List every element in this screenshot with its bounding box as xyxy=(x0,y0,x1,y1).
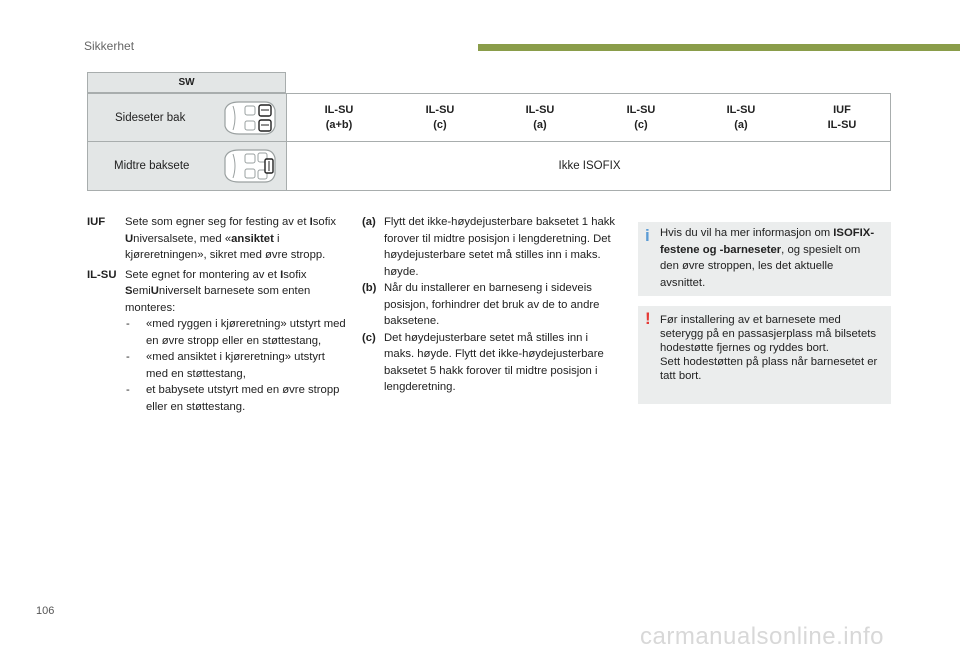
info-icon: i xyxy=(645,226,650,245)
definition-ilsu: IL-SU Sete egnet for montering av et Isofix SemiUniverselt barnesete som enten monteres: - «med ryggen i kjøreretning» utstyrt med en øvre stropp eller en støttestang, - «med ansiktet i kjøreretning» utstyrt med en støttestang, - et babysete utstyrt med en øvre stropp eller en støttestang. xyxy=(87,267,349,416)
table-head-sw: SW xyxy=(87,72,286,93)
table-row-side-seats xyxy=(87,93,891,142)
cell-side-5: IL-SU (a) xyxy=(726,103,756,131)
cell-side-3: IL-SU (a) xyxy=(525,103,555,131)
row-label-side-seats: Sideseter bak xyxy=(115,111,186,124)
warning-text-2: Sett hodestøtten på plass når barnesetet er tatt bort. xyxy=(660,356,878,382)
list-item: - et babysete utstyrt med en øvre stropp eller en støttestang. xyxy=(126,384,340,413)
row-label-middle-seat: Midtre baksete xyxy=(114,160,190,172)
cell-side-2: IL-SU (c) xyxy=(425,103,455,131)
warning-box xyxy=(638,306,891,404)
note-a: (a) Flytt det ikke-høydejusterbare baksetet 1 hakk forover til midtre posisjon i lengderetning. Det høydejusterbare setet må stilles inn i maks. høyde. xyxy=(362,216,616,278)
page-number: 106 xyxy=(36,605,55,617)
note-b: (b) Når du installerer en barneseng i sideveis posisjon, forhindrer det bruk av de to andre baksetene. xyxy=(362,282,600,327)
cell-side-4: IL-SU (c) xyxy=(626,103,656,131)
car-seat-middle-icon xyxy=(221,148,277,184)
term-ilsu: IL-SU xyxy=(87,268,117,281)
section-title: Sikkerhet xyxy=(84,39,135,53)
table-row-middle-seat xyxy=(87,141,891,191)
list-item: - «med ryggen i kjøreretning» utstyrt med en øvre stropp eller en støttestang, xyxy=(126,318,346,347)
definition-iuf: IUF Sete som egner seg for festing av et Isofix Universalsete, med «ansiktet i kjøreretningen», sikret med øvre stropp. xyxy=(87,216,336,261)
section-accent-bar xyxy=(478,44,960,51)
cell-side-6: IUF IL-SU xyxy=(827,103,857,131)
cell-side-1: IL-SU (a+b) xyxy=(324,103,354,131)
info-box: i Hvis du vil ha mer informasjon om ISOFIX-festene og -barneseter, og spesielt om den øvre stroppen, les det aktuelle avsnittet. xyxy=(638,222,891,296)
watermark: carmanualsonline.info xyxy=(640,623,884,650)
warning-text: Før installering av et barnesete med seterygg på en passasjerplass må bilsetets hodestøtte fjernes og ryddes bort. xyxy=(660,314,877,354)
note-c: (c) Det høydejusterbare setet må stilles inn i maks. høyde. Flytt det ikke-høydejusterbare baksetet 5 hakk forover til midtre posisjon i lengderetning. xyxy=(362,331,604,393)
isofix-table xyxy=(87,72,891,191)
term-iuf: IUF xyxy=(87,216,106,228)
row-label-cell xyxy=(88,142,287,190)
definitions-column xyxy=(87,214,349,417)
row-label-cell xyxy=(88,94,287,141)
cell-middle-value: Ikke ISOFIX xyxy=(558,160,621,172)
warning-icon: ! xyxy=(645,309,651,328)
list-item: - «med ansiktet i kjøreretning» utstyrt med en støttestang, xyxy=(126,351,325,380)
car-seats-side-icon xyxy=(221,100,277,136)
notes-column xyxy=(362,214,618,396)
